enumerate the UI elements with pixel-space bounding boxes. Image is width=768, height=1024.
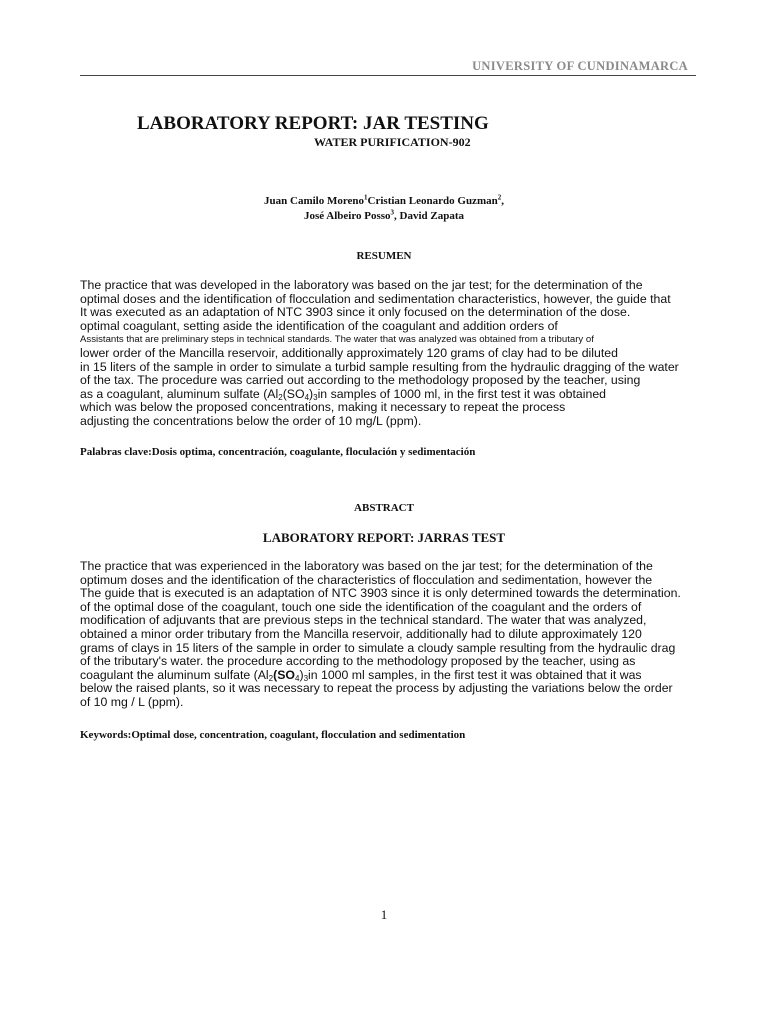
author-name: Juan Camilo Moreno — [264, 195, 365, 207]
paragraph-line: The guide that is executed is an adaptation of NTC 3903 since it is only determined towards the determination. — [80, 586, 681, 601]
paragraph-line: in 15 liters of the sample in order to simulate a turbid sample resulting from the hydraulic dragging of the water — [80, 359, 679, 374]
author-affiliation-mark: 1 — [364, 193, 368, 202]
paragraph-line: below the raised plants, so it was necessary to repeat the process by adjusting the variations below the order — [80, 681, 673, 696]
report-title: LABORATORY REPORT: JAR TESTING — [137, 113, 489, 134]
formula-subscript: 4 — [304, 392, 310, 402]
authors-block — [0, 194, 768, 224]
paragraph-line: Assistants that are preliminary steps in technical standards. The water that was analyzed was obtained from a tributary of — [80, 334, 594, 346]
paragraph-line: of the tributary's water. the procedure according to the methodology proposed by the teacher, using as — [80, 654, 636, 669]
author-name: José Albeiro Posso — [303, 210, 391, 222]
university-header: UNIVERSITY OF CUNDINAMARCA — [472, 59, 688, 73]
paragraph-line: The practice that was developed in the laboratory was based on the jar test; for the determination of the — [80, 278, 643, 292]
keywords: Keywords:Optimal dose, concentration, coagulant, flocculation and sedimentation — [80, 729, 466, 741]
formula-line — [80, 669, 696, 683]
formula-subscript: 3 — [303, 673, 309, 683]
formula-text: (SO — [282, 386, 305, 401]
formula-text: ) — [299, 667, 304, 682]
paragraph-line: of the optimal dose of the coagulant, touch one side the identification of the coagulant and the orders of — [80, 599, 642, 614]
authors-line-1 — [0, 194, 768, 209]
paragraph-line: obtained a minor order tributary from the Mancilla reservoir, additionally had to dilute approximately 120 — [80, 626, 642, 641]
formula-line — [80, 388, 696, 402]
paragraph-line: optimal doses and the identification of flocculation and sedimentation characteristics, however, the guide that — [80, 291, 671, 306]
author-affiliation-mark: 2 — [497, 193, 502, 202]
paragraph-line: lower order of the Mancilla reservoir, additionally approximately 120 grams of clay had to be diluted — [80, 345, 618, 360]
paragraph-line: adjusting the concentrations below the order of 10 mg/L (ppm). — [80, 413, 422, 428]
paragraph-line: of 10 mg / L (ppm). — [80, 694, 184, 709]
formula-subscript: 2 — [278, 392, 283, 402]
formula-text: in 1000 ml samples, in the first test it was obtained that it was — [308, 667, 642, 682]
formula-text: coagulant the aluminum sulfate (Al — [80, 667, 269, 682]
paragraph-line: of the tax. The procedure was carried out according to the methodology proposed by the teacher, using — [80, 373, 641, 388]
page-number: 1 — [380, 907, 388, 922]
authors-line-2 — [0, 209, 768, 224]
report-subtitle: WATER PURIFICATION-902 — [314, 135, 471, 149]
paragraph-line: modification of adjuvants that are previous steps in the technical standard. The water that was analyzed, — [80, 613, 647, 628]
paragraph-line: optimum doses and the identification of the characteristics of flocculation and sedimentation, however the — [80, 572, 653, 587]
paragraph-line: optimal coagulant, setting aside the identification of the coagulant and addition orders of — [80, 318, 558, 333]
formula-text: as a coagulant, aluminum sulfate (Al — [80, 386, 279, 401]
paragraph-line: The practice that was experienced in the laboratory was based on the jar test; for the determination of the — [80, 559, 653, 573]
formula-subscript: 3 — [313, 392, 318, 402]
formula-text: in samples of 1000 ml, in the first test it was obtained — [317, 386, 607, 401]
resumen-paragraph — [80, 279, 696, 429]
author-name: David Zapata — [399, 210, 465, 222]
formula-subscript: 4 — [295, 673, 300, 683]
abstract-paragraph — [80, 560, 696, 710]
author-separator: , — [501, 195, 504, 207]
author-affiliation-mark: 3 — [390, 208, 395, 217]
abstract-heading: ABSTRACT — [354, 502, 414, 514]
abstract-title: LABORATORY REPORT: JARRAS TEST — [262, 530, 506, 545]
header-rule — [80, 75, 696, 76]
paragraph-line: which was below the proposed concentrations, making it necessary to repeat the process — [80, 400, 566, 415]
formula-text: (SO — [273, 667, 295, 682]
author-separator: , — [394, 210, 400, 222]
resumen-heading: RESUMEN — [356, 250, 412, 262]
paragraph-line: It was executed as an adaptation of NTC 3903 since it only focused on the determination of the dose. — [80, 305, 631, 320]
formula-text: ) — [309, 386, 314, 401]
paragraph-line: grams of clays in 15 liters of the sample in order to simulate a cloudy sample resulting from the hydraulic drag — [80, 640, 676, 655]
formula-subscript: 2 — [268, 673, 274, 683]
author-name: Cristian Leonardo Guzman — [367, 195, 498, 207]
palabras-clave: Palabras clave:Dosis optima, concentración, coagulante, floculación y sedimentación — [80, 446, 476, 458]
